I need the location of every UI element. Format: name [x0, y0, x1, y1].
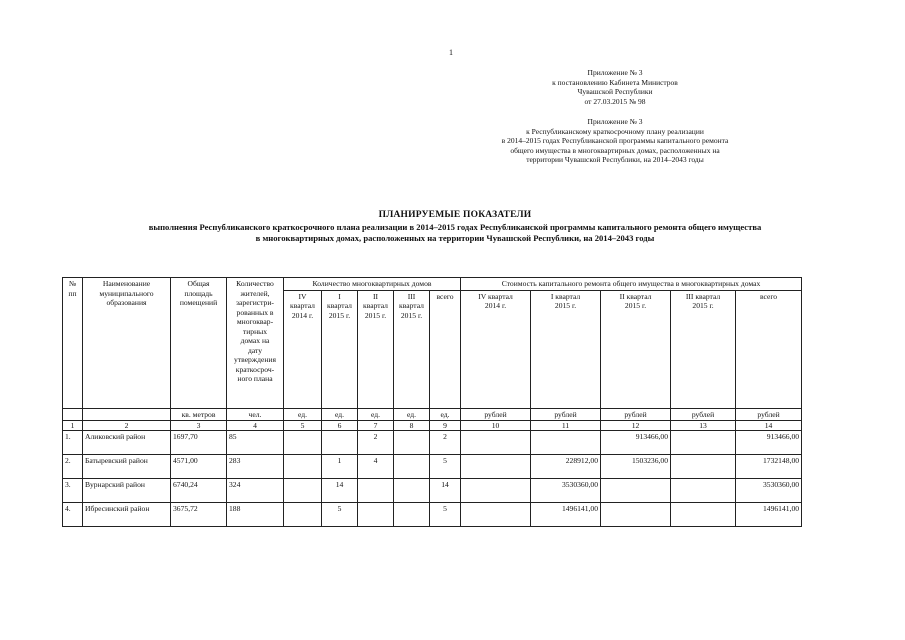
row-municipality: Аликовский район — [83, 431, 171, 455]
header-area: Общая площадь помещений — [171, 278, 227, 409]
column-number: 5 — [284, 421, 322, 431]
row-houses-q2-2015 — [358, 503, 394, 527]
units-cell: ед. — [394, 408, 430, 421]
header-municipality: Наименование муниципального образования — [83, 278, 171, 409]
row-houses-q3-2015 — [394, 479, 430, 503]
header-cost-group: Стоимость капитального ремонта общего имущества в многоквартирных домах — [461, 278, 802, 291]
column-number: 8 — [394, 421, 430, 431]
column-number: 4 — [227, 421, 284, 431]
row-cost-total: 3530360,00 — [736, 479, 802, 503]
row-residents: 85 — [227, 431, 284, 455]
column-numbers-row — [63, 421, 802, 431]
title-line-2: выполнения Республиканского краткосрочного плана реализации в 2014–2015 годах Республиканской программы капитального ремонта общего имущества — [148, 221, 762, 232]
indicators-table — [62, 277, 802, 527]
row-area: 3675,72 — [171, 503, 227, 527]
units-cell: рублей — [461, 408, 531, 421]
row-houses-q4-2014 — [284, 503, 322, 527]
header-houses-total: всего — [430, 290, 461, 408]
appendix-2-line: общего имущества в многоквартирных домах, расположенных на — [510, 145, 720, 155]
title-line-3: в многоквартирных домах, расположенных на территории Чувашской Республики, на 2014–2043 годы — [255, 233, 655, 244]
appendix-2-line: Приложение № 3 — [587, 117, 643, 126]
units-cell: ед. — [358, 408, 394, 421]
column-number: 6 — [322, 421, 358, 431]
units-cell: ед. — [284, 408, 322, 421]
row-municipality: Ибресинский район — [83, 503, 171, 527]
header-cost-q3-2015: III квартал 2015 г. — [671, 290, 736, 408]
appendix-header-2 — [455, 117, 775, 165]
appendix-1-line: от 27.03.2015 № 98 — [584, 96, 646, 106]
document-title — [40, 210, 870, 245]
row-cost-q3-2015 — [671, 455, 736, 479]
appendix-2-line: к Республиканскому краткосрочному плану реализации — [526, 126, 704, 136]
units-cell: кв. метров — [171, 408, 227, 421]
header-num: № пп — [63, 278, 83, 409]
header-houses-q2-2015: II квартал 2015 г. — [358, 290, 394, 408]
header-houses-group: Количество многоквартирных домов — [284, 278, 461, 291]
units-cell: рублей — [601, 408, 671, 421]
column-number: 1 — [63, 421, 83, 431]
row-cost-q3-2015 — [671, 503, 736, 527]
row-num: 4. — [63, 503, 83, 527]
units-cell: ед. — [322, 408, 358, 421]
column-number: 11 — [531, 421, 601, 431]
appendix-1-line: Чувашской Республики — [577, 87, 653, 97]
row-area: 6740,24 — [171, 479, 227, 503]
units-row — [63, 408, 802, 421]
column-number: 14 — [736, 421, 802, 431]
row-cost-total: 913466,00 — [736, 431, 802, 455]
row-cost-q1-2015 — [531, 431, 601, 455]
header-houses-q3-2015: III квартал 2015 г. — [394, 290, 430, 408]
row-houses-q1-2015: 1 — [322, 455, 358, 479]
row-residents: 283 — [227, 455, 284, 479]
row-houses-total: 2 — [430, 431, 461, 455]
column-number: 10 — [461, 421, 531, 431]
row-houses-q3-2015 — [394, 455, 430, 479]
row-houses-q1-2015: 5 — [322, 503, 358, 527]
row-municipality: Батыревский район — [83, 455, 171, 479]
row-houses-q2-2015: 2 — [358, 431, 394, 455]
row-houses-total: 14 — [430, 479, 461, 503]
units-cell: чел. — [227, 408, 284, 421]
row-cost-total: 1732148,00 — [736, 455, 802, 479]
header-residents: Количество жителей, зарегистри- рованных в многоквар- тирных домах на дату утверждения краткосроч- ного плана — [227, 278, 284, 409]
appendix-2-line: в 2014–2015 годах Республиканской программы капитального ремонта — [501, 136, 729, 146]
header-cost-q2-2015: II квартал 2015 г. — [601, 290, 671, 408]
appendix-1-line: к постановлению Кабинета Министров — [552, 77, 678, 87]
row-houses-q3-2015 — [394, 431, 430, 455]
header-houses-q4-2014: IV квартал 2014 г. — [284, 290, 322, 408]
units-cell: ед. — [430, 408, 461, 421]
appendix-header-1 — [510, 68, 720, 106]
appendix-1-line: Приложение № 3 — [587, 68, 643, 77]
row-num: 3. — [63, 479, 83, 503]
row-houses-q1-2015 — [322, 431, 358, 455]
header-houses-q1-2015: I квартал 2015 г. — [322, 290, 358, 408]
row-cost-q3-2015 — [671, 479, 736, 503]
column-number: 9 — [430, 421, 461, 431]
row-cost-q2-2015: 913466,00 — [601, 431, 671, 455]
column-number: 2 — [83, 421, 171, 431]
table-row — [63, 431, 802, 455]
table-row — [63, 503, 802, 527]
row-cost-q3-2015 — [671, 431, 736, 455]
row-cost-q4-2014 — [461, 503, 531, 527]
column-number: 12 — [601, 421, 671, 431]
row-num: 1. — [63, 431, 83, 455]
page-number: 1 — [449, 48, 453, 57]
units-cell — [63, 408, 83, 421]
row-houses-q4-2014 — [284, 455, 322, 479]
appendix-2-line: территории Чувашской Республики, на 2014–2043 годы — [526, 155, 704, 165]
row-cost-q2-2015 — [601, 479, 671, 503]
row-cost-q1-2015: 1496141,00 — [531, 503, 601, 527]
row-residents: 188 — [227, 503, 284, 527]
row-cost-q2-2015: 1503236,00 — [601, 455, 671, 479]
table-row — [63, 455, 802, 479]
column-number: 13 — [671, 421, 736, 431]
row-houses-q4-2014 — [284, 479, 322, 503]
row-area: 1697,70 — [171, 431, 227, 455]
column-number: 7 — [358, 421, 394, 431]
units-cell: рублей — [531, 408, 601, 421]
row-houses-total: 5 — [430, 455, 461, 479]
row-cost-q4-2014 — [461, 479, 531, 503]
row-area: 4571,00 — [171, 455, 227, 479]
row-residents: 324 — [227, 479, 284, 503]
title-line-1: ПЛАНИРУЕМЫЕ ПОКАЗАТЕЛИ — [378, 210, 532, 220]
units-cell: рублей — [671, 408, 736, 421]
row-cost-q4-2014 — [461, 431, 531, 455]
row-municipality: Вурнарский район — [83, 479, 171, 503]
row-num: 2. — [63, 455, 83, 479]
row-cost-q1-2015: 3530360,00 — [531, 479, 601, 503]
units-cell — [83, 408, 171, 421]
header-cost-q4-2014: IV квартал 2014 г. — [461, 290, 531, 408]
row-houses-q1-2015: 14 — [322, 479, 358, 503]
row-cost-q1-2015: 228912,00 — [531, 455, 601, 479]
row-houses-q3-2015 — [394, 503, 430, 527]
row-cost-total: 1496141,00 — [736, 503, 802, 527]
table-header-row-1 — [63, 278, 802, 291]
units-cell: рублей — [736, 408, 802, 421]
header-cost-total: всего — [736, 290, 802, 408]
header-cost-q1-2015: I квартал 2015 г. — [531, 290, 601, 408]
column-number: 3 — [171, 421, 227, 431]
row-houses-q2-2015 — [358, 479, 394, 503]
row-cost-q4-2014 — [461, 455, 531, 479]
row-houses-q2-2015: 4 — [358, 455, 394, 479]
row-cost-q2-2015 — [601, 503, 671, 527]
table-row — [63, 479, 802, 503]
row-houses-q4-2014 — [284, 431, 322, 455]
row-houses-total: 5 — [430, 503, 461, 527]
